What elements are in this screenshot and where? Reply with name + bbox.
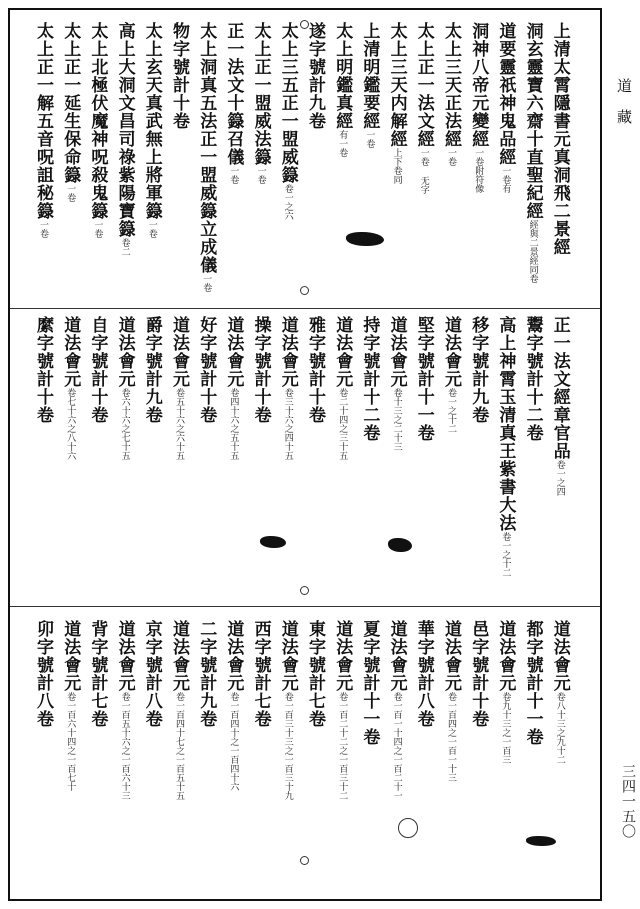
entry-title: 道法會元	[169, 620, 189, 692]
entry-title: 都字號計十一卷	[522, 620, 543, 746]
seal-circle	[398, 818, 418, 838]
entry-note: 一卷	[446, 148, 456, 166]
entry-note: 卷一之十二	[446, 388, 456, 433]
entry-note: 卷一百二十二之一百三十二	[337, 692, 348, 800]
top-column	[224, 22, 242, 184]
entry-title: 背字號計七卷	[87, 620, 108, 728]
entry-title: 移字號計九卷	[468, 316, 489, 424]
entry-title: 高上大洞文昌司祿紫陽寶籙	[114, 22, 135, 238]
middle-column	[116, 316, 134, 460]
entry-note: 一卷	[255, 166, 266, 184]
entry-title: 道法會元	[386, 620, 407, 692]
middle-column	[279, 316, 297, 460]
margin-circle	[300, 856, 309, 865]
entry-note: 有一卷	[337, 130, 348, 157]
entry-title: 操字號計十卷	[250, 316, 271, 424]
entry-title: 太上三天内解經	[386, 22, 407, 148]
entry-note: 一卷	[38, 220, 48, 238]
entry-title: 好字號計十卷	[196, 316, 217, 424]
entry-note: 卷八十三之九十二	[554, 692, 565, 764]
entry-note: 一卷	[146, 220, 157, 238]
entry-title: 夏字號計十一卷	[359, 620, 380, 746]
entry-note: 卷九十三之一百三	[500, 692, 511, 764]
entry-title: 道法會元	[114, 316, 135, 388]
bottom-column	[496, 620, 514, 764]
top-column	[496, 22, 514, 193]
middle-column	[496, 316, 514, 577]
entry-title: 道法會元	[441, 316, 461, 388]
entry-title: 道法會元	[223, 620, 244, 692]
entry-title: 太上正一延生保命籙	[60, 22, 81, 184]
entry-title: 太上正一法文經	[413, 22, 434, 148]
bottom-column	[34, 620, 52, 728]
entry-note: 一卷附符像	[473, 148, 484, 193]
entry-note: 一卷	[228, 166, 239, 184]
middle-column	[34, 316, 52, 424]
top-column	[524, 22, 542, 283]
middle-column	[388, 316, 406, 451]
middle-column	[333, 316, 351, 460]
entry-note: 卷一百三十三之一百三十九	[282, 692, 293, 800]
entry-title: 自字號計十卷	[87, 316, 108, 424]
bottom-column	[88, 620, 106, 728]
entry-title: 西字號計七卷	[250, 620, 271, 728]
entry-note: 卷一百四十七之一百五十五	[174, 692, 184, 800]
entry-title: 道法會元	[169, 316, 189, 388]
middle-column	[551, 316, 569, 496]
middle-column	[524, 316, 542, 442]
top-column	[88, 22, 106, 238]
middle-column	[469, 316, 487, 424]
bottom-column	[279, 620, 297, 800]
bottom-column	[360, 620, 378, 746]
entry-note: 卷一百五十六之一百六十三	[119, 692, 130, 800]
top-column	[279, 22, 297, 220]
entry-title: 道法會元	[495, 620, 516, 692]
entry-title: 道法會元	[114, 620, 135, 692]
ink-blot	[346, 232, 384, 246]
entry-title: 遂字號計九卷	[305, 22, 325, 130]
top-column	[61, 22, 79, 202]
bottom-column	[224, 620, 242, 791]
top-column	[34, 22, 52, 238]
bottom-column	[469, 620, 487, 728]
entry-note: 卷一百六十四之一百七十	[65, 692, 76, 791]
middle-column	[360, 316, 378, 442]
entry-note: 卷一之六	[282, 184, 293, 220]
entry-title: 道法會元	[277, 316, 298, 388]
bottom-column	[388, 620, 406, 800]
entry-note: 卷七十六之八十六	[65, 388, 76, 460]
middle-column	[252, 316, 270, 424]
entry-title: 太上正一解五音呪詛秘籙	[33, 22, 53, 220]
top-column	[143, 22, 161, 238]
margin-circle	[300, 586, 309, 595]
entry-title: 道法會元	[60, 316, 81, 388]
entry-note: 卷四十六之五十五	[228, 388, 239, 460]
entry-title: 雅字號計十卷	[305, 316, 325, 424]
entry-title: 鬻字號計十二卷	[522, 316, 543, 442]
entry-note: 卷一百四之一百一十三	[446, 692, 456, 782]
section-divider-bottom	[10, 606, 600, 607]
entry-note: 上下卷同	[391, 148, 402, 184]
entry-title: 持字號計十二卷	[359, 316, 380, 442]
entry-title: 上清太霄隱書元真洞飛二景經	[549, 22, 570, 256]
bottom-column	[170, 620, 188, 800]
middle-column	[61, 316, 79, 460]
entry-title: 道法會元	[60, 620, 81, 692]
entry-note: 一卷 无字	[418, 148, 429, 194]
bottom-column	[415, 620, 433, 728]
middle-column	[306, 316, 324, 424]
top-column	[306, 22, 324, 130]
ink-blot	[388, 538, 412, 552]
bottom-column	[61, 620, 79, 791]
entry-note: 卷一之十二	[500, 532, 511, 577]
middle-column	[415, 316, 433, 442]
top-column	[388, 22, 406, 184]
entry-title: 東字號計七卷	[305, 620, 325, 728]
entry-note: 一卷有	[500, 166, 511, 193]
top-column	[360, 22, 378, 148]
top-column	[252, 22, 270, 184]
entry-title: 道法會元	[223, 316, 244, 388]
entry-title: 道法會元	[386, 316, 407, 388]
entry-note: 一卷	[364, 130, 375, 148]
entry-title: 正一法文十籙召儀	[223, 22, 244, 166]
entry-note: 一卷	[65, 184, 76, 202]
middle-column	[197, 316, 215, 424]
section-divider-top	[10, 308, 600, 309]
entry-title: 卯字號計八卷	[33, 620, 53, 728]
entry-note: 一卷	[201, 274, 212, 292]
entry-title: 道法會元	[332, 316, 353, 388]
entry-note: 卷五十六之六十五	[174, 388, 184, 460]
entry-note: 卷三十六之四十五	[282, 388, 293, 460]
entry-title: 太上玄天真武無上將軍籙	[141, 22, 162, 220]
entry-title: 道要靈祇神鬼品經	[495, 22, 516, 166]
entry-title: 道法會元	[441, 620, 461, 692]
bottom-column	[116, 620, 134, 800]
middle-column	[442, 316, 460, 433]
entry-note: 卷六十六之七十五	[119, 388, 130, 460]
entry-title: 太上正一盟威法籙	[250, 22, 271, 166]
entry-title: 洞玄靈寶六齋十直聖紀經	[522, 22, 543, 220]
middle-column	[143, 316, 161, 424]
top-column	[551, 22, 569, 256]
entry-title: 道法會元	[277, 620, 298, 692]
bottom-column	[333, 620, 351, 800]
entry-title: 道法會元	[332, 620, 353, 692]
entry-title: 邑字號計十卷	[468, 620, 489, 728]
entry-title: 太上三天正法經	[441, 22, 461, 148]
entry-title: 縻字號計十卷	[33, 316, 53, 424]
entry-note: 卷一百一十四之一百二十一	[391, 692, 402, 800]
page-number: 三四一五〇	[620, 764, 636, 839]
entry-title: 太上三五正一盟威籙	[277, 22, 298, 184]
entry-title: 洞神八帝元變經	[468, 22, 489, 148]
canon-label: 道藏	[615, 78, 633, 140]
middle-column	[170, 316, 188, 460]
bottom-column	[524, 620, 542, 746]
entry-title: 太上北極伏魔神呪殺鬼籙	[87, 22, 108, 220]
entry-title: 道法會元	[549, 620, 570, 692]
middle-column	[88, 316, 106, 424]
top-column	[197, 22, 215, 292]
entry-note: 卷十三之二十三	[391, 388, 402, 451]
entry-title: 太上洞真五法正一盟威籙立成儀	[196, 22, 217, 274]
entry-title: 華字號計八卷	[413, 620, 434, 728]
entry-title: 上清明鑑要經	[359, 22, 380, 130]
entry-title: 堅字號計十一卷	[413, 316, 434, 442]
entry-note: 卷二十四之三十五	[337, 388, 348, 460]
top-column	[415, 22, 433, 194]
entry-title: 二字號計九卷	[196, 620, 217, 728]
top-column	[333, 22, 351, 157]
bottom-column	[143, 620, 161, 728]
top-column	[170, 22, 188, 130]
entry-title: 物字號計十卷	[169, 22, 189, 130]
top-column	[116, 22, 134, 256]
bottom-column	[197, 620, 215, 728]
entry-note: 卷一百四十之一百四十六	[228, 692, 239, 791]
entry-note: 卷二	[119, 238, 130, 256]
entry-title: 爵字號計九卷	[141, 316, 162, 424]
margin-circle	[300, 286, 309, 295]
entry-title: 正一法文經章官品	[549, 316, 570, 460]
bottom-column	[442, 620, 460, 782]
bottom-column	[306, 620, 324, 728]
top-column	[469, 22, 487, 193]
entry-note: 經與二景經同卷	[527, 220, 538, 283]
entry-title: 太上明鑑真經	[332, 22, 353, 130]
entry-title: 高上神霄玉清真王紫書大法	[495, 316, 516, 532]
entry-note: 一卷	[92, 220, 103, 238]
entry-note: 卷一之四	[554, 460, 565, 496]
bottom-column	[252, 620, 270, 728]
middle-column	[224, 316, 242, 460]
ink-blot	[260, 536, 286, 548]
bottom-column	[551, 620, 569, 764]
ink-blot	[526, 836, 556, 846]
top-column	[442, 22, 460, 166]
entry-title: 京字號計八卷	[141, 620, 162, 728]
